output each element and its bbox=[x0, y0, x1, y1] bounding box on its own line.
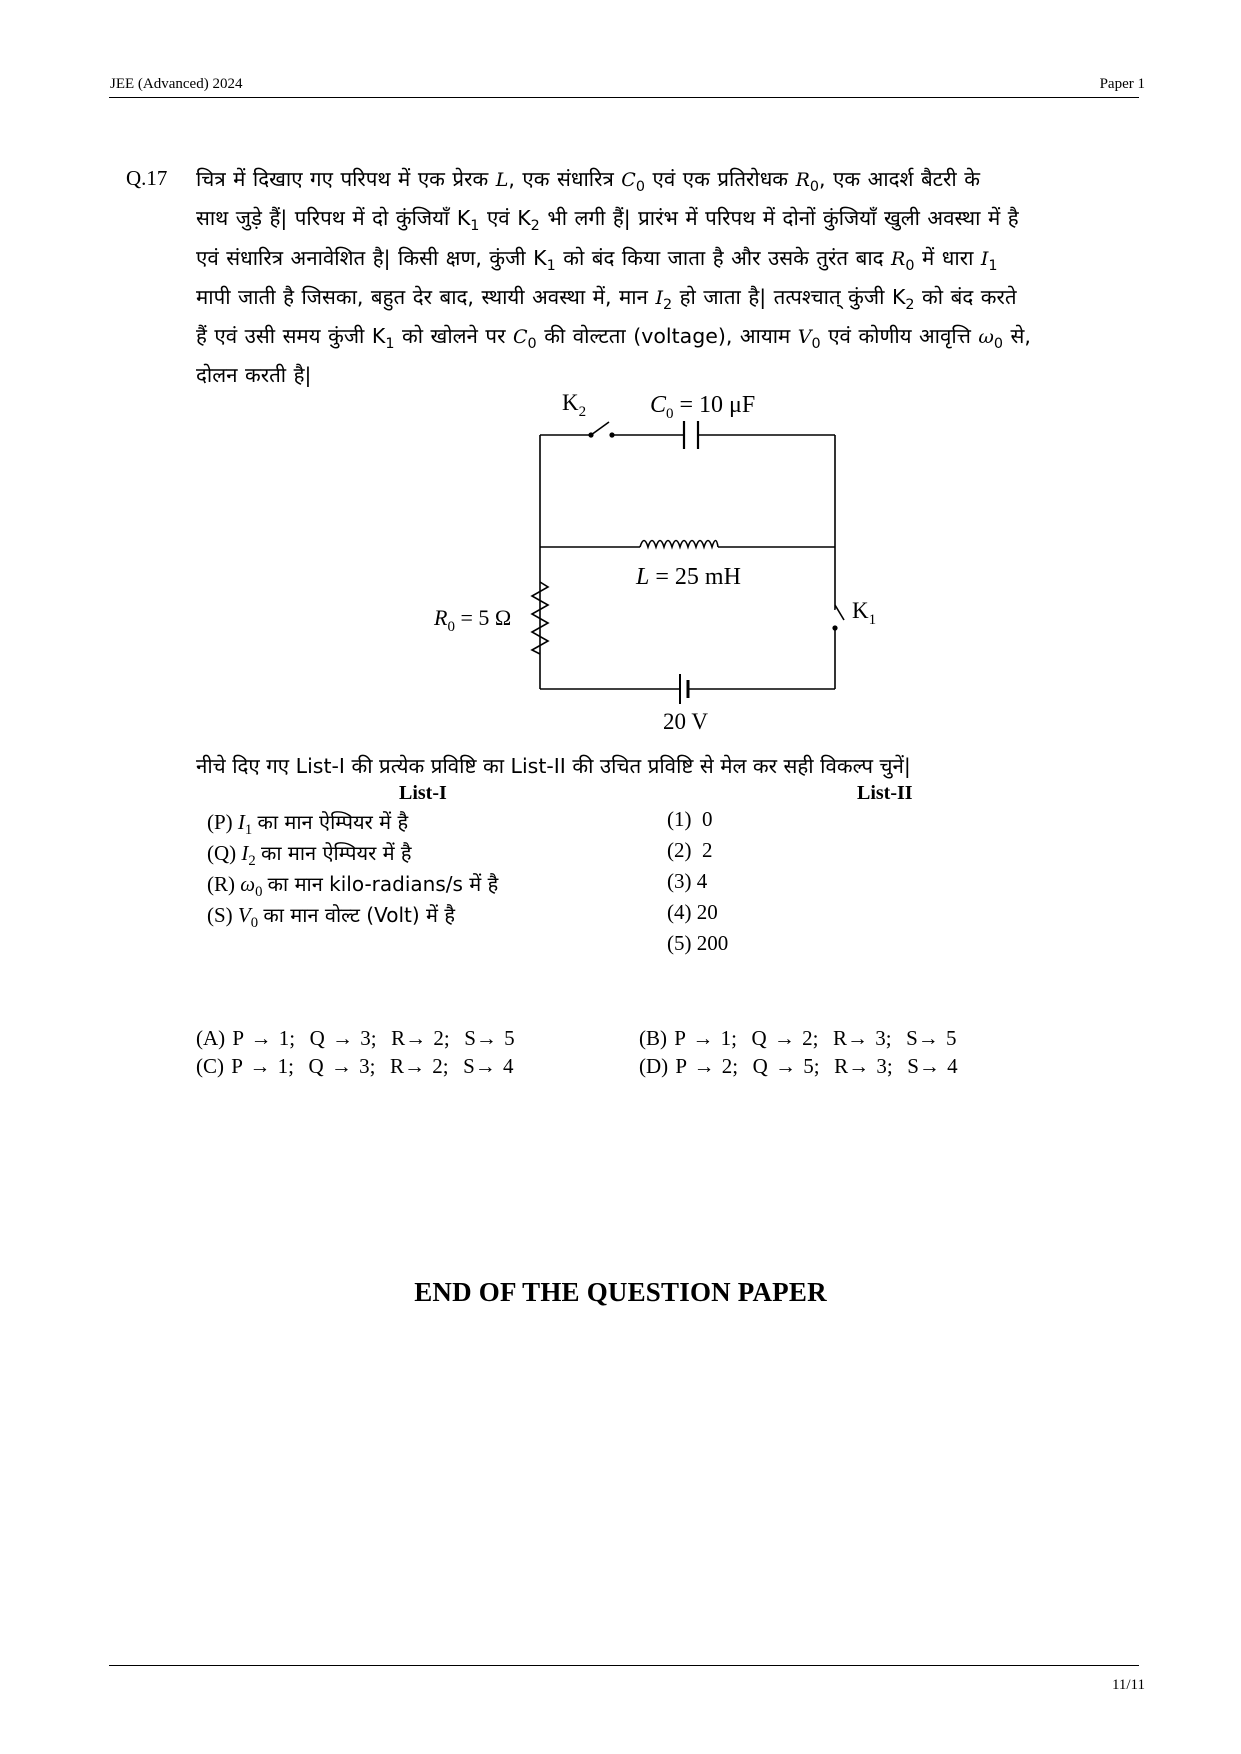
match-instruction: नीचे दिए गए List-I की प्रत्येक प्रविष्टि का List-II की उचित प्रविष्टि से मेल कर सही विकल्प चुनें| bbox=[196, 754, 911, 778]
end-of-paper-title: END OF THE QUESTION PAPER bbox=[414, 1277, 827, 1307]
list-ii-heading: List-II bbox=[857, 782, 913, 804]
page-number: 11/11 bbox=[1111, 1677, 1145, 1693]
list-ii-item-1: (1) 0 bbox=[667, 807, 713, 831]
capacitor-symbol bbox=[684, 421, 698, 449]
question-text bbox=[196, 164, 1126, 392]
list-i-item-q: (Q) $I_2$ का मान ऐम्पियर में है bbox=[207, 841, 412, 870]
inductor-coil-symbol bbox=[640, 541, 718, 548]
list-i-item-r: (R) $\omega_0$ का मान kilo-radians/s में है bbox=[207, 872, 499, 901]
question-line-6: दोलन करती है| bbox=[196, 363, 312, 388]
option-d[interactable]: (D) P → 2; Q → 5; R→ 3; S→ 4 bbox=[639, 1054, 958, 1078]
question-line-5: हैं एवं उसी समय कुंजी $K_1$ को खोलने पर $C_0$ की वोल्टता (voltage), आयाम $V_0$ एवं कोणीय आवृत्ति $\omega_0$ से, bbox=[196, 324, 1031, 353]
footer-rule bbox=[109, 1665, 1139, 1666]
k1-label: $K_1$ bbox=[852, 598, 877, 628]
top-branch-wire bbox=[540, 435, 835, 689]
list-i-item-s: (S) $V_0$ का मान वोल्ट (Volt) में है bbox=[207, 903, 455, 932]
list-ii-item-4: (4) 20 bbox=[667, 900, 718, 924]
question-line-2: साथ जुड़े हैं| परिपथ में दो कुंजियाँ $K_1$ एवं $K_2$ भी लगी हैं| प्रारंभ में परिपथ में दोनों कुंजियाँ खुली अवस्था में है bbox=[196, 206, 1019, 235]
k2-label: $K_2$ bbox=[562, 390, 587, 420]
capacitor-label: $C_0 = 10$ μF bbox=[650, 392, 756, 422]
option-c[interactable]: (C) P → 1; Q → 3; R→ 2; S→ 4 bbox=[196, 1054, 514, 1078]
list-i-item-p: (P) $I_1$ का मान ऐम्पियर में है bbox=[207, 810, 409, 839]
circuit-diagram bbox=[400, 380, 877, 740]
question-line-3: एवं संधारित्र अनावेशित है| किसी क्षण, कुंजी $K_1$ को बंद किया जाता है और उसके तुरंत बाद $R_0$ में धारा $I_1$ bbox=[196, 245, 998, 274]
option-a[interactable]: (A) P → 1; Q → 3; R→ 2; S→ 5 bbox=[196, 1026, 515, 1050]
question-line-1: चित्र में दिखाए गए परिपथ में एक प्रेरक L, एक संधारित्र $C_0$ एवं एक प्रतिरोधक $R_0$, एक आदर्श बैटरी के bbox=[196, 167, 980, 196]
list-i-heading: List-I bbox=[399, 782, 447, 804]
header-exam-title: JEE (Advanced) 2024 bbox=[110, 76, 243, 92]
battery-symbol bbox=[680, 674, 688, 704]
battery-label: 20 V bbox=[663, 709, 708, 734]
resistor-label: $R_0 = 5$ Ω bbox=[434, 605, 512, 635]
list-ii-item-3: (3) 4 bbox=[667, 869, 708, 893]
k2-switch-symbol bbox=[589, 422, 614, 437]
k1-switch-symbol bbox=[833, 605, 844, 689]
header-rule bbox=[109, 97, 1139, 98]
question-number: Q.17 bbox=[126, 166, 168, 190]
option-b[interactable]: (B) P → 1; Q → 2; R→ 3; S→ 5 bbox=[639, 1026, 957, 1050]
question-line-4: मापी जाती है जिसका, बहुत देर बाद, स्थायी अवस्था में, मान $I_2$ हो जाता है| तत्पश्चात् कुंजी $K_2$ को बंद करते bbox=[196, 284, 1017, 313]
list-ii-item-5: (5) 200 bbox=[667, 931, 729, 955]
list-ii-item-2: (2) 2 bbox=[667, 838, 713, 862]
header-paper-number: Paper 1 bbox=[1099, 76, 1145, 92]
inductor-label: L = 25 mH bbox=[636, 564, 741, 590]
